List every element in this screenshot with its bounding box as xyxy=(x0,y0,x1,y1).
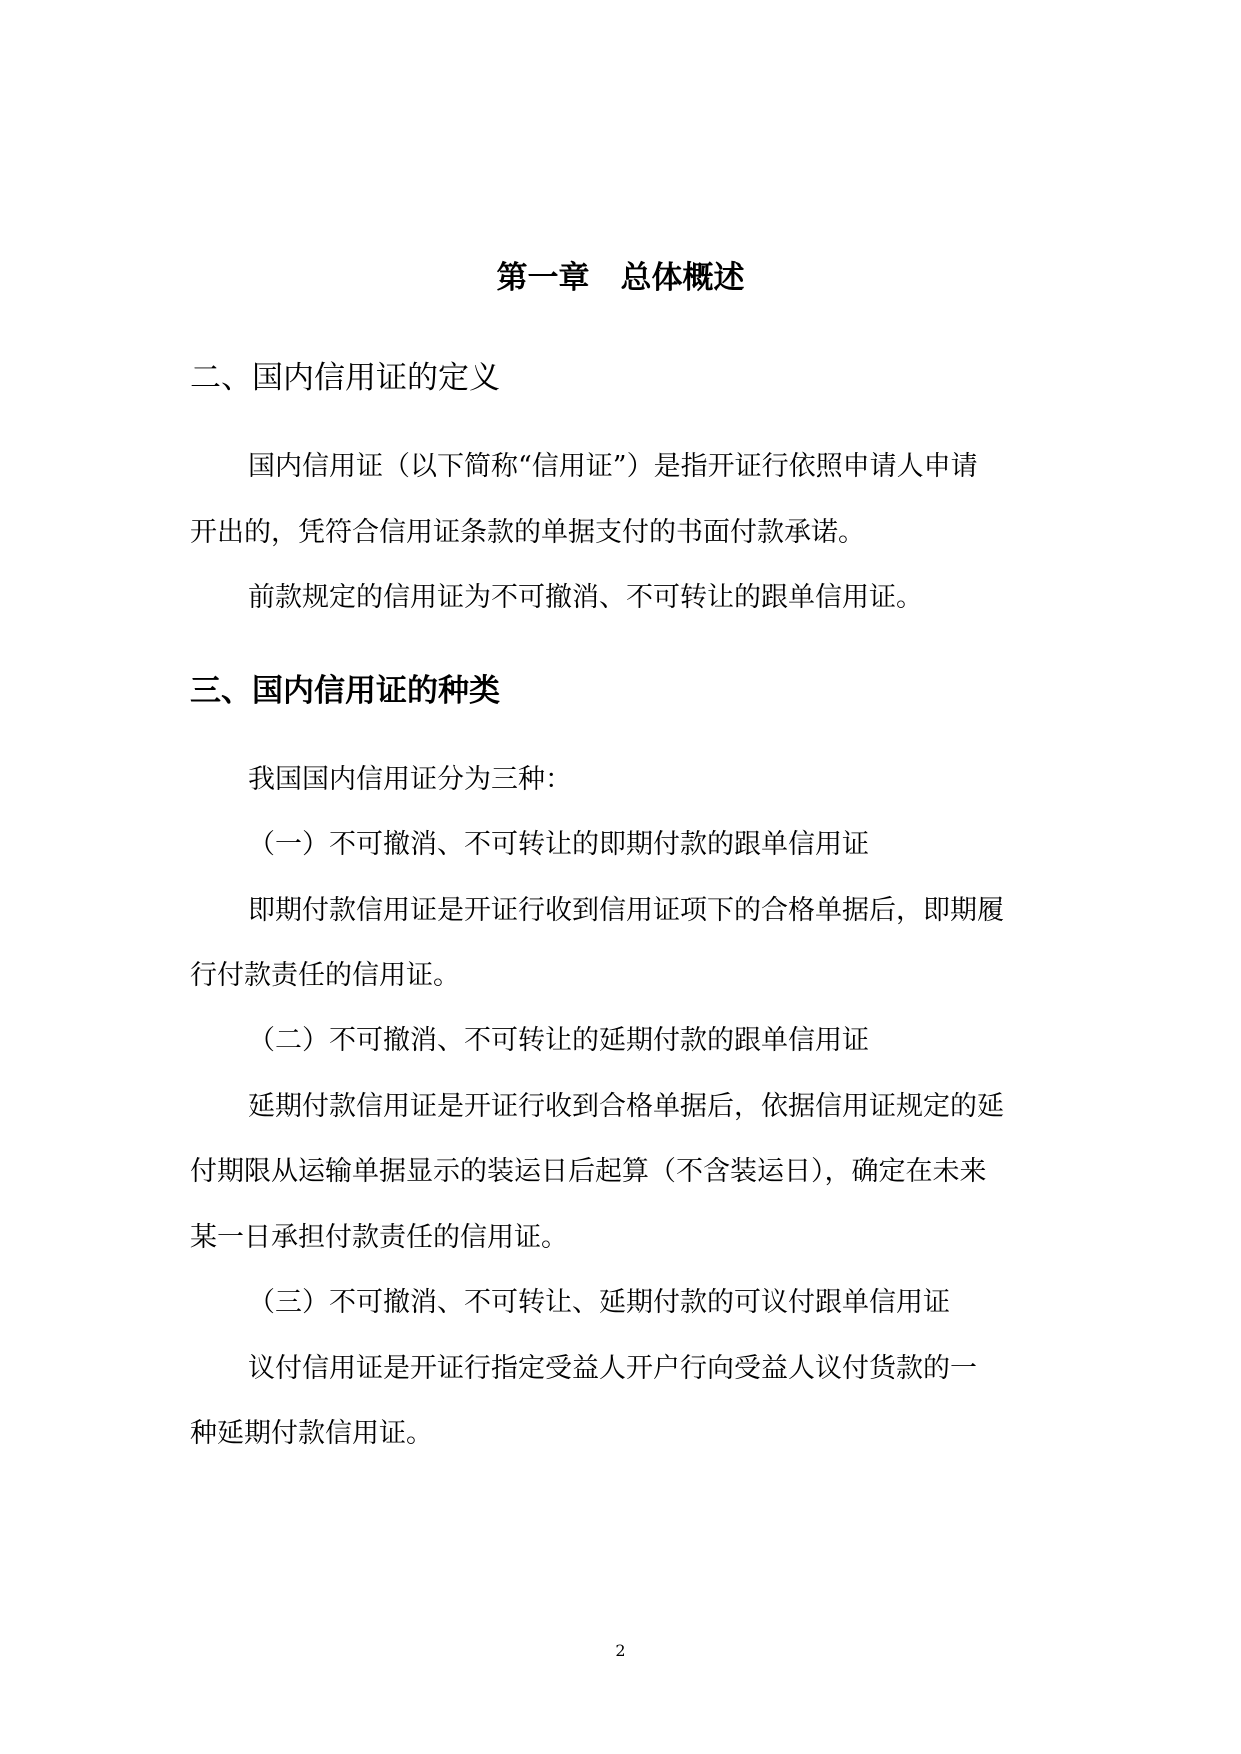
paragraph-line: 我国国内信用证分为三种： xyxy=(248,764,572,795)
paragraph-line: 行付款责任的信用证。 xyxy=(190,960,460,991)
paragraph-line: 种延期付款信用证。 xyxy=(190,1418,433,1449)
paragraph-line: 议付信用证是开证行指定受益人开户行向受益人议付货款的一 xyxy=(248,1353,977,1384)
paragraph-line: 开出的，凭符合信用证条款的单据支付的书面付款承诺。 xyxy=(190,517,865,548)
paragraph-line: 前款规定的信用证为不可撤消、不可转让的跟单信用证。 xyxy=(248,582,923,613)
paragraph-line: 付期限从运输单据显示的装运日后起算（不含装运日），确定在未来 xyxy=(190,1156,987,1187)
section-heading-definition: 二、国内信用证的定义 xyxy=(190,360,500,396)
subsection-heading: （三）不可撤消、不可转让、延期付款的可议付跟单信用证 xyxy=(248,1287,950,1318)
paragraph-line: 即期付款信用证是开证行收到信用证项下的合格单据后，即期履 xyxy=(248,895,1004,926)
subsection-heading: （二）不可撤消、不可转让的延期付款的跟单信用证 xyxy=(248,1025,869,1056)
paragraph-line: 国内信用证（以下简称“信用证”）是指开证行依照申请人申请 xyxy=(248,451,978,482)
subsection-heading: （一）不可撤消、不可转让的即期付款的跟单信用证 xyxy=(248,829,869,860)
page-number: 2 xyxy=(615,1641,626,1660)
chapter-title: 第一章 总体概述 xyxy=(496,260,745,296)
paragraph-line: 某一日承担付款责任的信用证。 xyxy=(190,1222,568,1253)
section-heading-types: 三、国内信用证的种类 xyxy=(190,673,500,709)
paragraph-line: 延期付款信用证是开证行收到合格单据后，依据信用证规定的延 xyxy=(248,1091,1004,1122)
